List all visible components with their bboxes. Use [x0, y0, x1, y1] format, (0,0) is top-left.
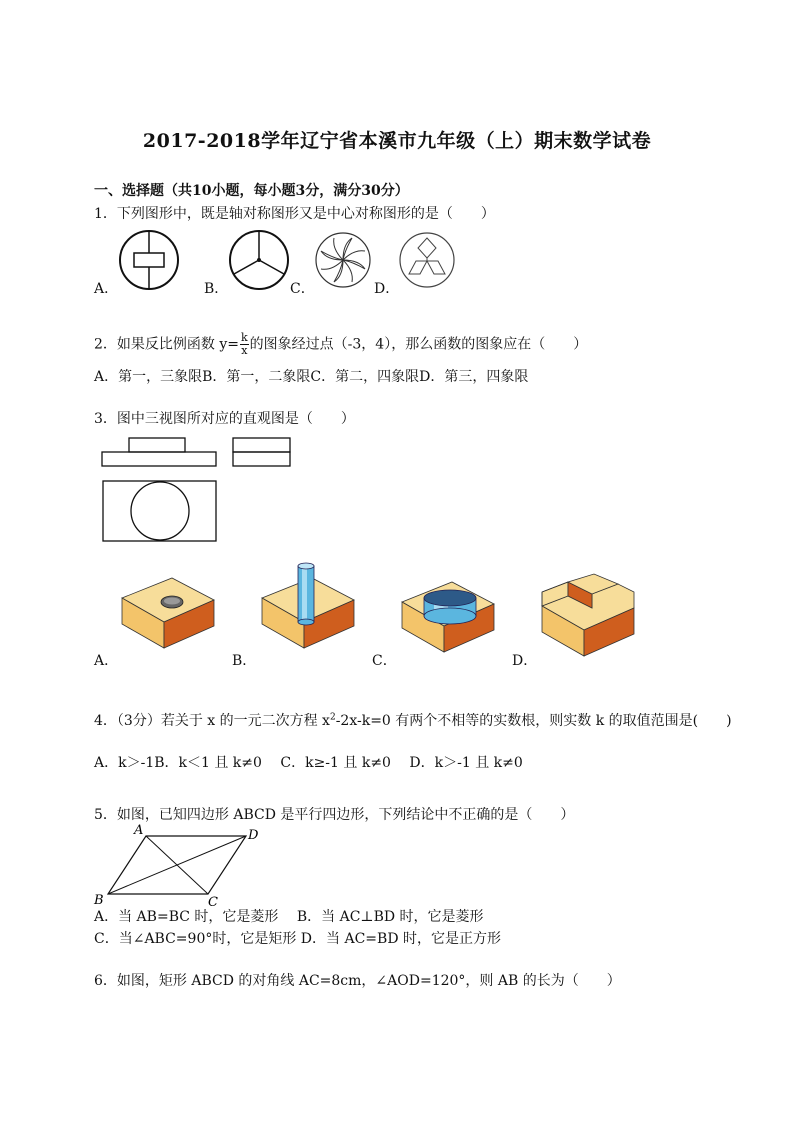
- q1-option-c-label: C．: [290, 281, 315, 297]
- q3-three-views: [96, 433, 306, 549]
- q2-text-pre: 2．如果反比例函数 y=: [94, 336, 239, 353]
- q1-figure-b: [226, 228, 296, 294]
- q4-superscript: 2: [329, 712, 336, 723]
- q1-option-a-label: A．: [94, 281, 119, 297]
- q5-point-d: D: [248, 828, 259, 843]
- q4-text-post: -2x-k=0 有两个不相等的实数根，则实数 k 的取值范围是( ): [335, 713, 732, 729]
- q1-option-d-label: D．: [374, 281, 400, 297]
- question-4-text: [94, 710, 732, 730]
- q1-figure-c: [312, 230, 378, 292]
- q3-option-a-label: A．: [94, 653, 119, 669]
- q3-figure-b: [258, 560, 360, 660]
- q2-fraction: [240, 332, 249, 357]
- q3-option-d-label: D．: [512, 653, 538, 669]
- q5-point-b: B: [94, 893, 104, 908]
- q3-figure-a: [118, 568, 220, 660]
- question-6-text: 6．如图，矩形 ABCD 的对角线 AC=8cm，∠AOD=120°，则 AB 的长为（ ）: [94, 973, 621, 989]
- page-title: 2017-2018学年辽宁省本溪市九年级（上）期末数学试卷: [142, 130, 652, 152]
- q3-figure-d: [538, 570, 640, 662]
- question-4-options: A．k＞-1B．k＜1 且 k≠0 C．k≥-1 且 k≠0 D．k＞-1 且 k≠0: [94, 755, 523, 771]
- question-3-text: 3．图中三视图所对应的直观图是（ ）: [94, 411, 355, 427]
- section-heading: 一、选择题（共10小题，每小题3分，满分30分）: [94, 183, 409, 199]
- question-5-options-line1: A．当 AB=BC 时，它是菱形 B．当 AC⊥BD 时，它是菱形: [94, 909, 484, 925]
- question-2-options: A．第一，三象限B．第一，二象限C．第二，四象限D．第三，四象限: [94, 369, 529, 385]
- q1-figure-d: [396, 230, 462, 292]
- question-5-options-line2: C．当∠ABC=90°时，它是矩形 D．当 AC=BD 时，它是正方形: [94, 931, 501, 947]
- q3-option-b-label: B．: [232, 653, 257, 669]
- q3-figure-c: [398, 576, 500, 662]
- question-1-text: 1．下列图形中，既是轴对称图形又是中心对称图形的是（ ）: [94, 206, 495, 222]
- q2-fraction-numerator: k: [241, 331, 248, 344]
- q2-text-post: 的图象经过点（-3，4），那么函数的图象应在（ ）: [249, 336, 588, 353]
- q4-text-pre: 4．（3分）若关于 x 的一元二次方程 x: [94, 713, 330, 729]
- q1-option-b-label: B．: [204, 281, 229, 297]
- q2-fraction-denominator: x: [241, 344, 248, 357]
- q5-point-c: C: [208, 895, 218, 908]
- q1-figure-a: [116, 228, 186, 294]
- question-5-text: 5．如图，已知四边形 ABCD 是平行四边形，下列结论中不正确的是（ ）: [94, 807, 575, 823]
- question-2-text: [94, 332, 587, 357]
- q5-point-a: A: [134, 823, 144, 838]
- q3-option-c-label: C．: [372, 653, 397, 669]
- q5-parallelogram-figure: [90, 822, 268, 908]
